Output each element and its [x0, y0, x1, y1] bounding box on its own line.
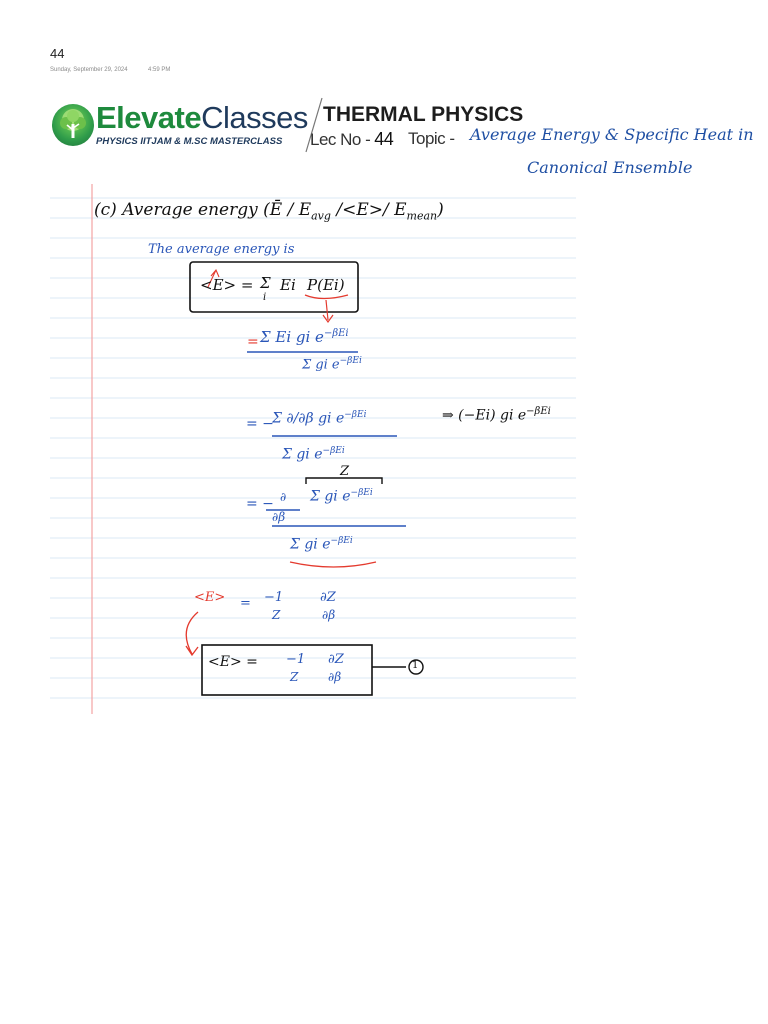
topic-line-1: Average Energy & Specific Heat in [470, 125, 754, 144]
eq4-denominator [290, 536, 353, 553]
eq4-lhs: = − [246, 496, 274, 512]
section-heading [94, 200, 444, 222]
heading-mid: /<E>/ E [330, 200, 407, 220]
eq1-sum: Σ [260, 274, 271, 292]
eq3-den-text: Σ gi e [282, 446, 323, 463]
eq3-den-exp: −βEi [322, 446, 345, 456]
eq4-den-exp: −βEi [330, 536, 353, 546]
page-date: Sunday, September 29, 2024 [50, 67, 128, 73]
eq2-num-text: Σ Ei gi e [260, 328, 324, 346]
z-label: Z [340, 464, 350, 479]
side-note [442, 406, 551, 424]
brand-tagline: PHYSICS IITJAM & M.SC MASTERCLASS [96, 136, 283, 147]
eq4-num-exp: −βEi [350, 488, 373, 498]
eq3-denominator [282, 446, 345, 463]
eq5-equals: = [240, 596, 251, 611]
brand-part-1: Elevate [96, 100, 202, 135]
eq1-term: Ei [280, 276, 296, 294]
eq4-op-den: ∂β [272, 510, 286, 524]
page-time: 4:59 PM [148, 67, 171, 73]
eq1-probability: P(Ei) [307, 276, 345, 294]
intro-text: The average energy is [148, 242, 295, 257]
eq4-num-text: Σ gi e [310, 488, 351, 505]
eq2-num-exp: −βEi [323, 328, 349, 339]
result-frac1-den: Z [290, 670, 299, 684]
heading-text: (c) Average energy (Ē / E [94, 200, 312, 220]
page-number: 44 [50, 46, 65, 61]
lecture-number-value: 44 [374, 129, 394, 149]
eq4-op-num: ∂ [280, 490, 287, 504]
subject-title: THERMAL PHYSICS [323, 103, 524, 126]
result-frac1-num: −1 [286, 652, 306, 667]
eq5-frac1-num: −1 [264, 590, 284, 605]
eq2-den-exp: −βEi [339, 356, 362, 366]
eq4-numerator [310, 488, 373, 505]
heading-mean-sub: mean [406, 209, 438, 223]
result-lhs: <E> = [208, 654, 258, 670]
eq5-frac2-den: ∂β [322, 608, 336, 622]
result-frac2-num: ∂Z [328, 652, 344, 667]
topic-line-2: Canonical Ensemble [527, 158, 693, 177]
lecture-label: Lec No - [310, 130, 371, 149]
eq2-numerator [260, 328, 349, 346]
lecture-number [310, 129, 393, 150]
eq2-equals: = [247, 334, 259, 350]
topic-label: Topic - [408, 129, 455, 148]
eq4-den-text: Σ gi e [290, 536, 331, 553]
side-note-text: ⇒ (−Ei) gi e [442, 407, 527, 424]
eq2-denominator [302, 356, 362, 372]
eq5-frac2-num: ∂Z [320, 590, 336, 605]
eq3-num-text: Σ ∂/∂β gi e [272, 410, 345, 427]
equation-number: 1 [412, 660, 419, 671]
tree-logo-icon [52, 104, 94, 146]
eq5-lhs: <E> [194, 590, 226, 605]
brand-part-2: Classes [201, 100, 308, 135]
eq1-lhs: <E> = [200, 276, 254, 294]
heading-end: ) [437, 200, 444, 220]
eq3-numerator [272, 410, 366, 427]
eq1-sum-index: i [263, 292, 267, 303]
result-frac2-den: ∂β [328, 670, 342, 684]
eq5-frac1-den: Z [272, 608, 281, 622]
eq2-den-text: Σ gi e [302, 357, 340, 373]
eq3-num-exp: −βEi [344, 410, 367, 420]
notes-page [50, 184, 576, 714]
heading-avg-sub: avg [311, 209, 331, 223]
eq3-lhs: = − [246, 416, 274, 432]
side-note-exp: −βEi [526, 406, 551, 417]
brand-name [96, 100, 308, 136]
